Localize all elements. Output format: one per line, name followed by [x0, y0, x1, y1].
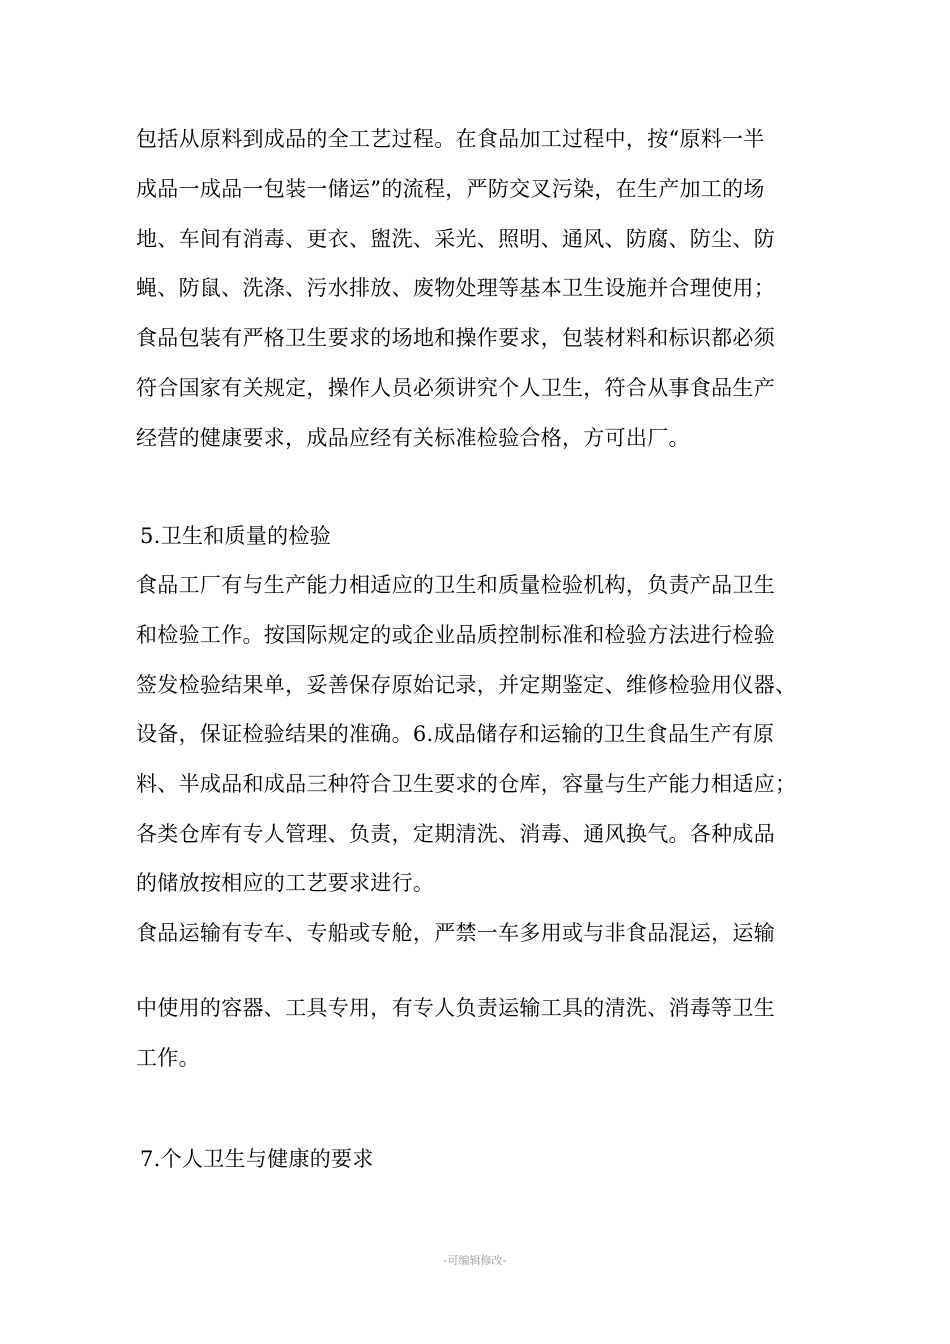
text-line: 设备，保证检验结果的准确。6.成品储存和运输的卫生食品生产有原 — [136, 722, 775, 746]
text-line: 食品运输有专车、专船或专舱，严禁一车多用或与非食品混运，运输 — [136, 921, 775, 945]
text-line: 食品包装有严格卫生要求的场地和操作要求，包装材料和标识都必须 — [136, 326, 775, 350]
text-line: 签发检验结果单，妥善保存原始记录，并定期鉴定、维修检验用仪器、 — [136, 673, 797, 697]
text-line: 蝇、防鼠、洗涤、污水排放、废物处理等基本卫生设施并合理使用； — [136, 276, 775, 300]
text-line: 各类仓库有专人管理、负责，定期清洗、消毒、通风换气。各种成品 — [136, 822, 775, 846]
text-line: 包括从原料到成品的全工艺过程。在食品加工过程中，按“原料一半 — [136, 127, 765, 151]
section-heading-5: 5.卫生和质量的检验 — [140, 524, 332, 548]
text-line: 符合国家有关规定，操作人员必须讲究个人卫生，符合从事食品生产 — [136, 376, 775, 400]
text-line: 和检验工作。按国际规定的或企业品质控制标准和检验方法进行检验 — [136, 623, 775, 647]
text-line: 的储放按相应的工艺要求进行。 — [136, 871, 435, 895]
text-line: 地、车间有消毒、更衣、盥洗、采光、照明、通风、防腐、防尘、防 — [136, 227, 775, 251]
page-footer: -可编辑修改- — [443, 1254, 507, 1267]
text-line: 工作。 — [136, 1046, 200, 1070]
section-heading-7: 7.个人卫生与健康的要求 — [140, 1147, 374, 1171]
text-line: 料、半成品和成品三种符合卫生要求的仓库，容量与生产能力相适应； — [136, 772, 797, 796]
text-line: 成品一成品一包装一储运”的流程，严防交叉污染，在生产加工的场 — [136, 177, 765, 201]
text-line: 中使用的容器、工具专用，有专人负责运输工具的清洗、消毒等卫生 — [136, 996, 775, 1020]
text-line: 经营的健康要求，成品应经有关标准检验合格，方可出厂。 — [136, 426, 690, 450]
text-line: 食品工厂有与生产能力相适应的卫生和质量检验机构，负责产品卫生 — [136, 573, 775, 597]
